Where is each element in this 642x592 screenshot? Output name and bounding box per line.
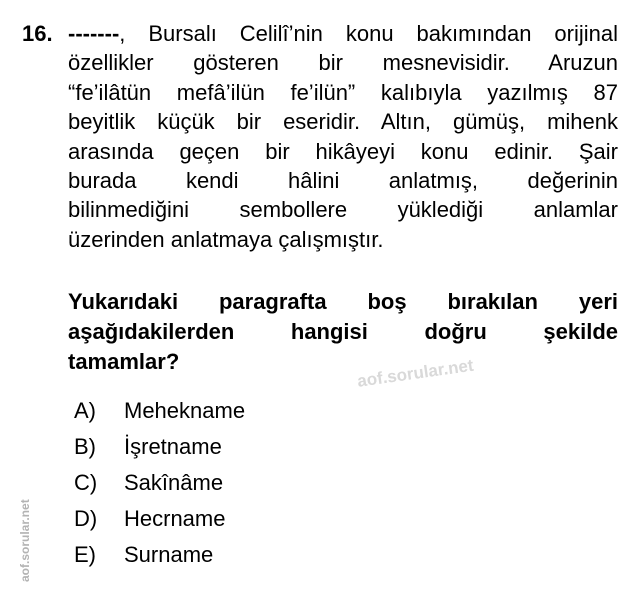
option-a[interactable] [74, 396, 245, 432]
option-b[interactable] [74, 432, 245, 468]
option-letter: B) [74, 434, 96, 459]
option-text: Sakînâme [124, 470, 224, 495]
option-text: Hecrname [124, 506, 226, 531]
option-letter: C) [74, 470, 98, 495]
option-c[interactable] [74, 468, 245, 504]
question-stem [68, 19, 618, 254]
question-prompt [68, 287, 618, 377]
prompt-line-2: aşağıdakilerden hangisi doğru şekilde [68, 319, 618, 344]
watermark-center: aof.sorular.net [356, 355, 475, 391]
option-text: İşretname [124, 434, 222, 459]
stem-blank: ------- [68, 21, 120, 46]
stem-line-7: bilinmediğini sembollere yüklediği anlamlar [68, 197, 618, 223]
prompt-line-1: Yukarıdaki paragrafta boş bırakılan yeri [68, 289, 618, 314]
watermark-side: aof.sorular.net [18, 499, 32, 582]
option-text: Mehekname [124, 398, 246, 423]
option-e[interactable] [74, 540, 245, 576]
stem-line-6: burada kendi hâlini anlatmış, değerinin [68, 168, 618, 194]
option-letter: D) [74, 506, 98, 531]
option-text: Surname [124, 542, 214, 567]
stem-line-8: üzerinden anlatmaya çalışmıştır. [68, 226, 384, 252]
stem-line-1-text: , Bursalı Celilî’nin konu bakımından orijinal [119, 21, 618, 46]
stem-line-4: beyitlik küçük bir eseridir. Altın, gümüş, mihenk [68, 109, 618, 135]
option-letter: A) [74, 398, 96, 423]
question-number: 16. [22, 21, 53, 46]
prompt-line-3: tamamlar? [68, 349, 180, 374]
option-d[interactable] [74, 504, 245, 540]
stem-line-5: arasında geçen bir hikâyeyi konu edinir. Şair [68, 138, 618, 164]
answer-options [74, 396, 245, 576]
stem-line-2: özellikler gösteren bir mesnevisidir. Aruzun [68, 50, 618, 76]
option-letter: E) [74, 542, 96, 567]
stem-line-3: “fe’ilâtün mefâ’ilün fe’ilün” kalıbıyla yazılmış 87 [68, 79, 618, 105]
stem-line-1 [68, 19, 618, 48]
